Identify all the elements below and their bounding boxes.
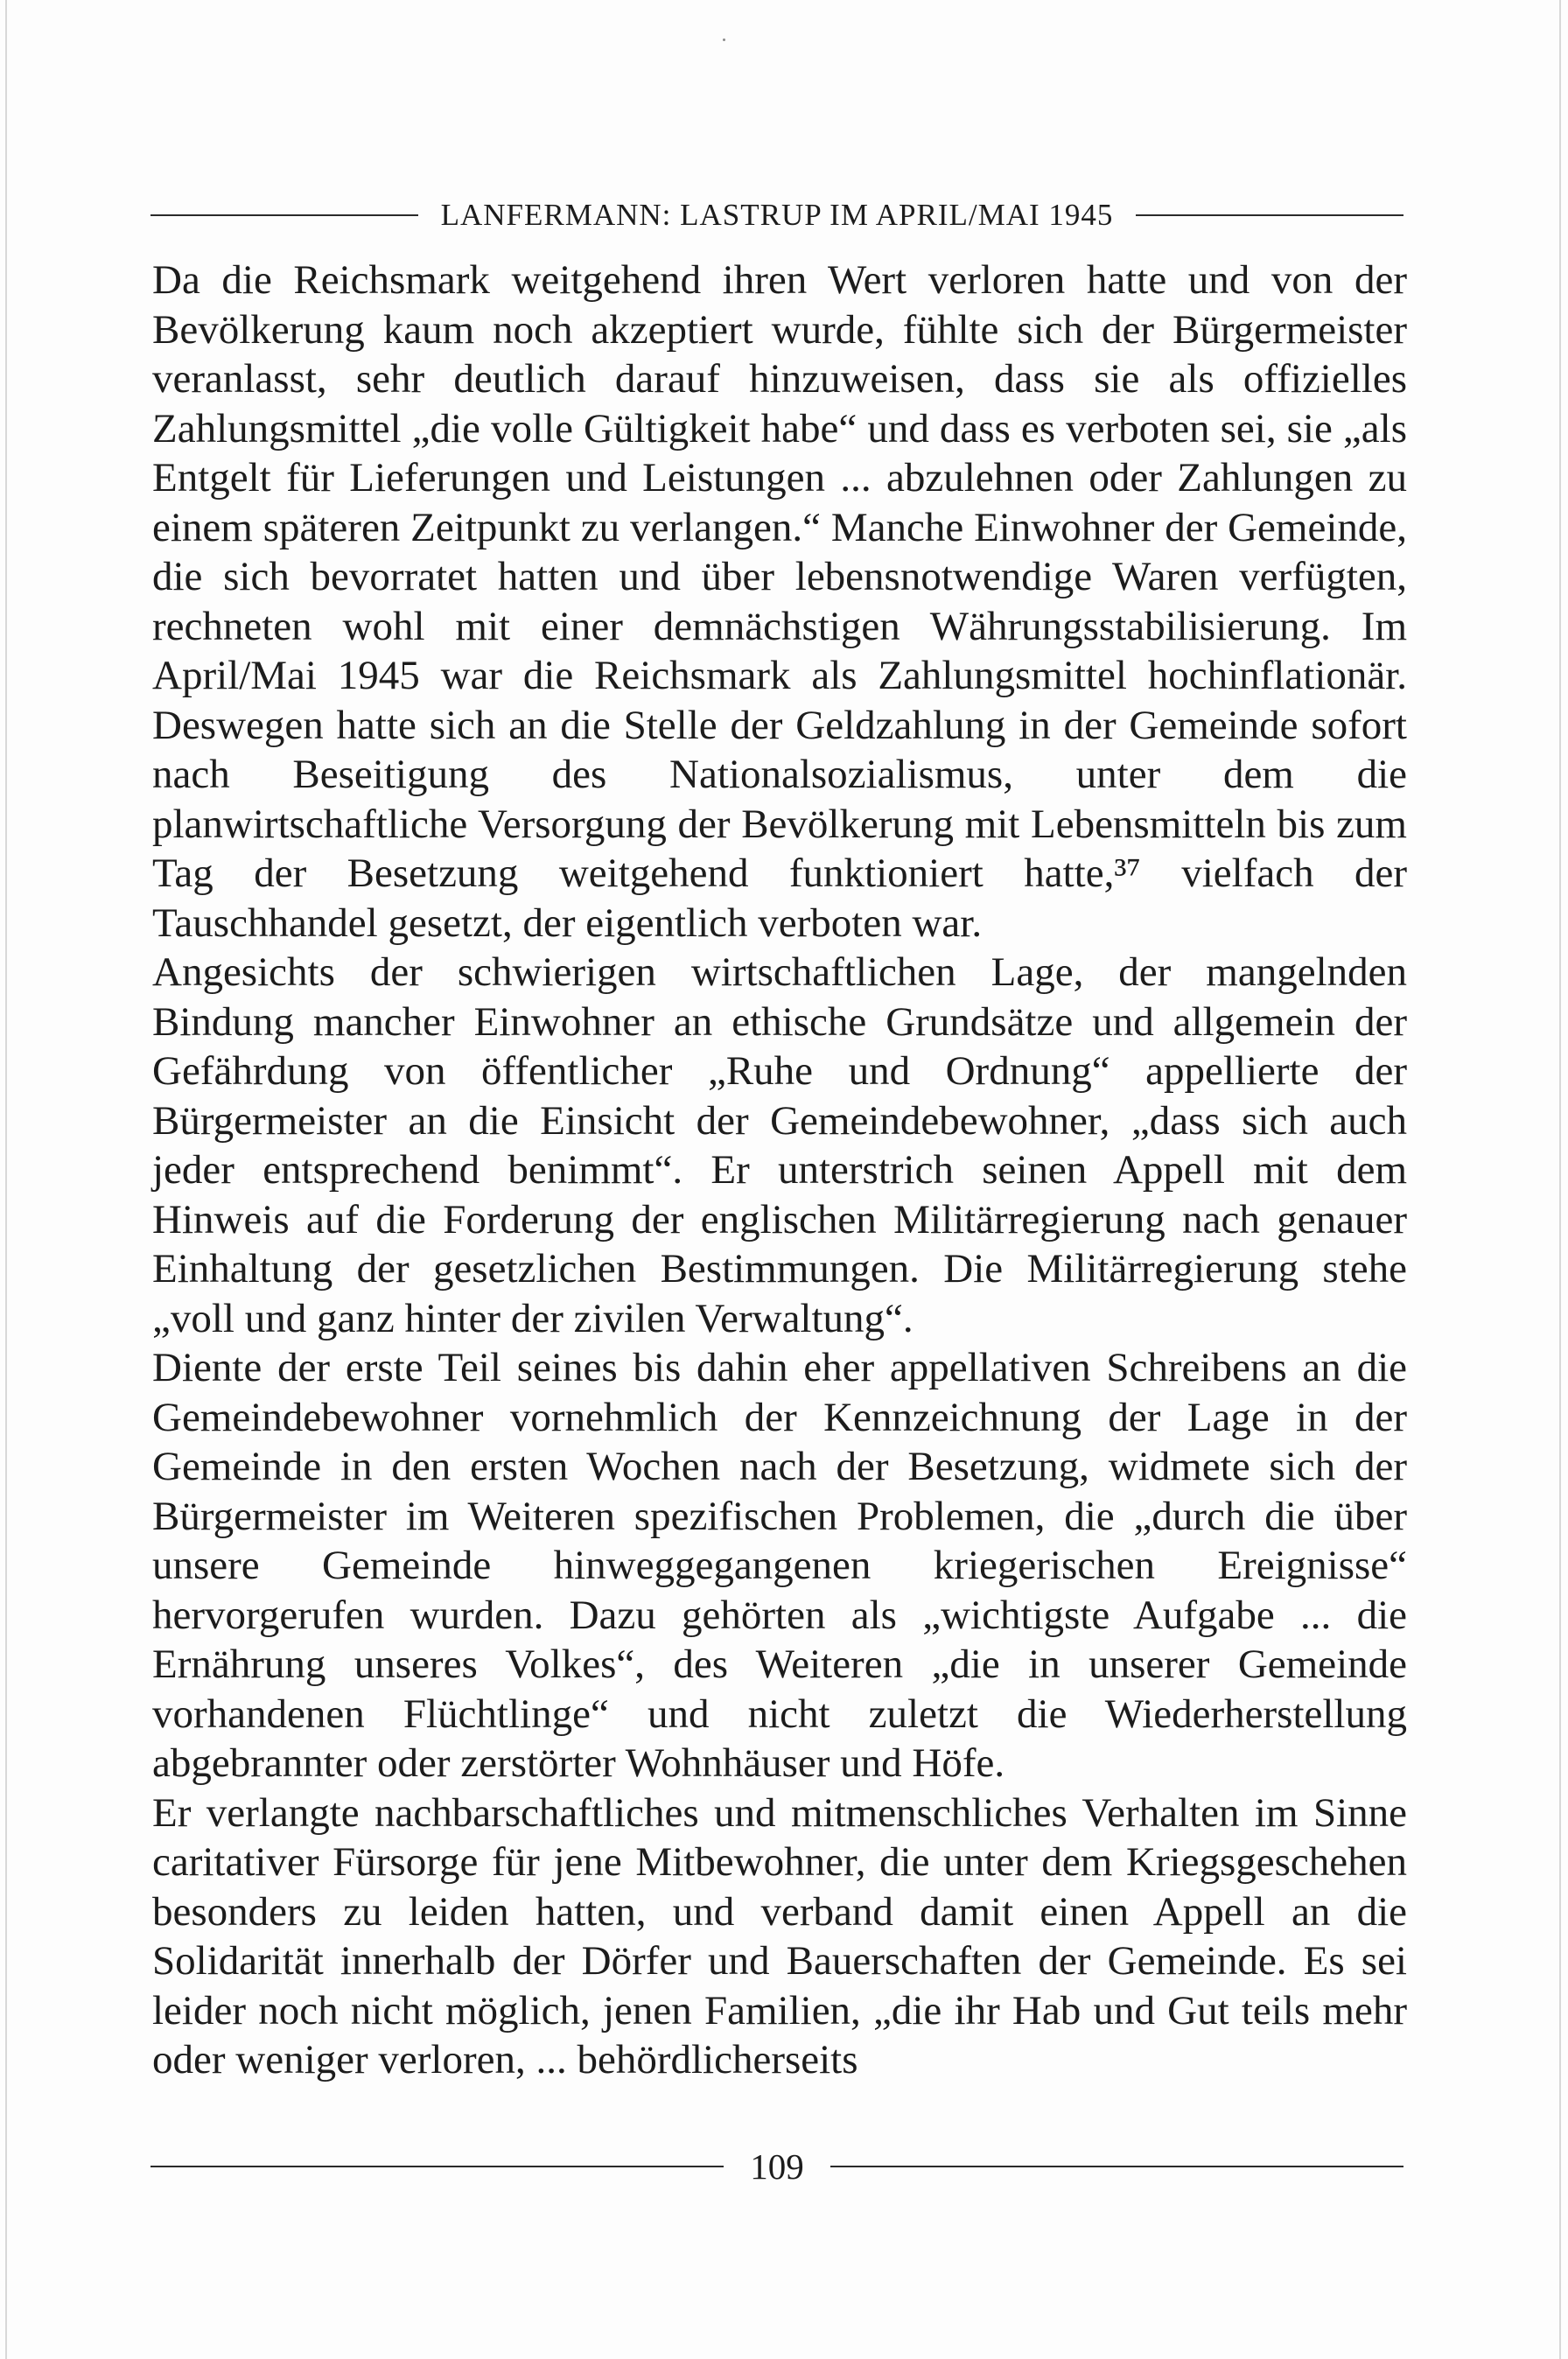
footer-rule-left xyxy=(150,2166,724,2167)
paragraph-2: Angesichts der schwierigen wirtschaftlichen Lage, der mangelnden Bindung mancher Einwohner an ethische Grundsätze und allgemein der Gefährdung von öffentlicher „Ruhe und Ordnung“ appellierte der Bürgermeister an die Einsicht der Gemeindebewohner, „dass sich auch jeder entsprechend benimmt“. Er unterstrich seinen Appell mit dem Hinweis auf die Forderung der englischen Militärregierung nach genauer Einhaltung der gesetzlichen Bestimmungen. Die Militärregierung stehe „voll und ganz hinter der zivilen Verwaltung“. xyxy=(152,949,1407,1341)
header-rule-left xyxy=(150,214,418,216)
scan-speck xyxy=(723,38,725,41)
running-head-title: LANFERMANN: LASTRUP IM APRIL/MAI 1945 xyxy=(440,198,1114,232)
header-rule-right xyxy=(1136,214,1404,216)
body-text xyxy=(152,256,1407,2085)
scan-edge-left xyxy=(5,0,7,2359)
paragraph-4: Er verlangte nachbarschaftliches und mitmenschliches Verhalten im Sinne caritativer Fürsorge für jene Mitbewohner, die unter dem Kriegsgeschehen besonders zu leiden hatten, und verband damit einen Appell an die Solidarität innerhalb der Dörfer und Bauerschaften der Gemeinde. Es sei leider noch nicht möglich, jenen Familien, „die ihr Hab und Gut teils mehr oder weniger verloren, ... behördlicherseits xyxy=(152,1789,1407,2082)
running-header xyxy=(150,191,1404,240)
page-number: 109 xyxy=(750,2146,804,2187)
scan-edge-right xyxy=(1559,0,1561,2359)
paragraph-3: Diente der erste Teil seines bis dahin eher appellativen Schreibens an die Gemeindebewohner vornehmlich der Kennzeichnung der Lage in der Gemeinde in den ersten Wochen nach der Besetzung, widmete sich der Bürgermeister im Weiteren spezifischen Problemen, die „durch die über unsere Gemeinde hinweggegangenen kriegerischen Ereignisse“ hervorgerufen wurden. Dazu gehörten als „wichtigste Aufgabe ... die Ernährung unseres Volkes“, des Weiteren „die in unserer Gemeinde vorhandenen Flüchtlinge“ und nicht zuletzt die Wiederherstellung abgebrannter oder zerstörter Wohnhäuser und Höfe. xyxy=(152,1345,1407,1786)
page-footer xyxy=(150,2142,1404,2191)
footer-rule-right xyxy=(830,2166,1404,2167)
paragraph-1: Da die Reichsmark weitgehend ihren Wert verloren hatte und von der Bevölkerung kaum noch akzeptiert wurde, fühlte sich der Bürgermeister veranlasst, sehr deutlich darauf hinzuweisen, dass sie als offizielles Zahlungsmittel „die volle Gültigkeit habe“ und dass es verboten sei, sie „als Entgelt für Lieferungen und Leistungen ... abzulehnen oder Zahlungen zu einem späteren Zeitpunkt zu verlangen.“ Manche Einwohner der Gemeinde, die sich bevorratet hatten und über lebensnotwendige Waren verfügten, rechneten wohl mit einer demnächstigen Währungsstabilisierung. Im April/Mai 1945 war die Reichsmark als Zahlungsmittel hochinflationär. Deswegen hatte sich an die Stelle der Geldzahlung in der Gemeinde sofort nach Beseitigung des Nationalsozialismus, unter dem die planwirtschaftliche Versorgung der Bevölkerung mit Lebensmitteln bis zum Tag der Besetzung weitgehend funktioniert hatte,³⁷ vielfach der Tauschhandel gesetzt, der eigentlich verboten war. xyxy=(152,257,1407,946)
